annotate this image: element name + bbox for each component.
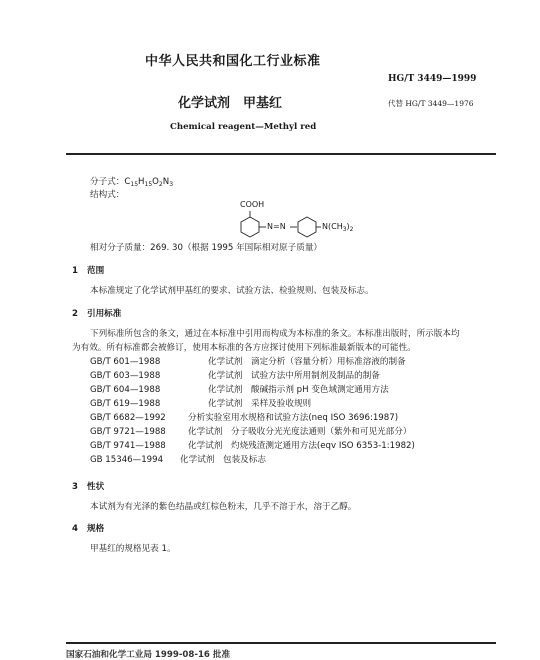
azo-group: N=N <box>267 222 286 231</box>
reference-item: GB/T 619—1988 化学试剂 采样及验收规则 <box>90 399 312 409</box>
header-divider <box>66 153 496 155</box>
section-1-heading: 1 范围 <box>72 266 105 276</box>
document-title-cn: 化学试剂 甲基红 <box>178 96 283 111</box>
structure-label: 结构式： <box>90 190 125 200</box>
structural-formula <box>200 197 370 239</box>
approval-note: 国家石油和化学工业局 1999-08-16 批准 <box>66 650 231 660</box>
reference-item: GB 15346—1994 化学试剂 包装及标志 <box>90 455 266 465</box>
reference-item: GB/T 603—1988 化学试剂 试验方法中所用制剂及制品的制备 <box>90 371 380 381</box>
section-3-text: 本试剂为有光泽的紫色结晶或红棕色粉末，几乎不溶于水，溶于乙醇。 <box>90 502 357 512</box>
reference-item: GB/T 6682—1992 分析实验室用水规格和试验方法(neq ISO 3696:1987) <box>90 413 399 423</box>
carboxyl-group: COOH <box>240 200 265 209</box>
section-2-heading: 2 引用标准 <box>72 309 122 319</box>
molecular-formula: 分子式：$C_{15}H_{15}O_2N_3$ <box>90 177 174 188</box>
footer-divider <box>66 642 496 644</box>
replaces-standard: 代替 HG/T 3449—1976 <box>388 99 474 108</box>
section-4-heading: 4 规格 <box>72 524 105 534</box>
section-4-text: 甲基红的规格见表 1。 <box>90 544 176 554</box>
reference-item: GB/T 9721—1988 化学试剂 分子吸收分光光度法通则（紫外和可见光部分） <box>90 427 412 437</box>
reference-item: GB/T 601—1988 化学试剂 滴定分析（容量分析）用标准溶液的制备 <box>90 357 406 367</box>
section-1-text: 本标准规定了化学试剂甲基红的要求、试验方法、检验规则、包装及标志。 <box>90 286 374 296</box>
section-3-heading: 3 性状 <box>72 482 105 492</box>
reference-item: GB/T 604—1988 化学试剂 酸碱指示剂 pH 变色域测定通用方法 <box>90 385 389 395</box>
standard-number: HG/T 3449—1999 <box>388 74 477 84</box>
document-title-en: Chemical reagent—Methyl red <box>170 122 317 132</box>
relative-molecular-mass: 相对分子质量：269. 30（根据 1995 年国际相对原子质量） <box>90 243 323 253</box>
dimethylamino-group: $N(CH_3)_2$ <box>322 222 354 233</box>
section-2-text-line2: 为有效。所有标准都会被修订，使用本标准的各方应探讨使用下列标准最新版本的可能性。 <box>72 343 416 353</box>
reference-item: GB/T 9741—1988 化学试剂 灼烧残渣测定通用方法(eqv ISO 6353-1:1982) <box>90 441 415 451</box>
section-2-text-line1: 下列标准所包含的条文，通过在本标准中引用而构成为本标准的条文。本标准出版时，所示版本均 <box>90 329 460 339</box>
industry-standard-title: 中华人民共和国化工行业标准 <box>145 54 321 69</box>
